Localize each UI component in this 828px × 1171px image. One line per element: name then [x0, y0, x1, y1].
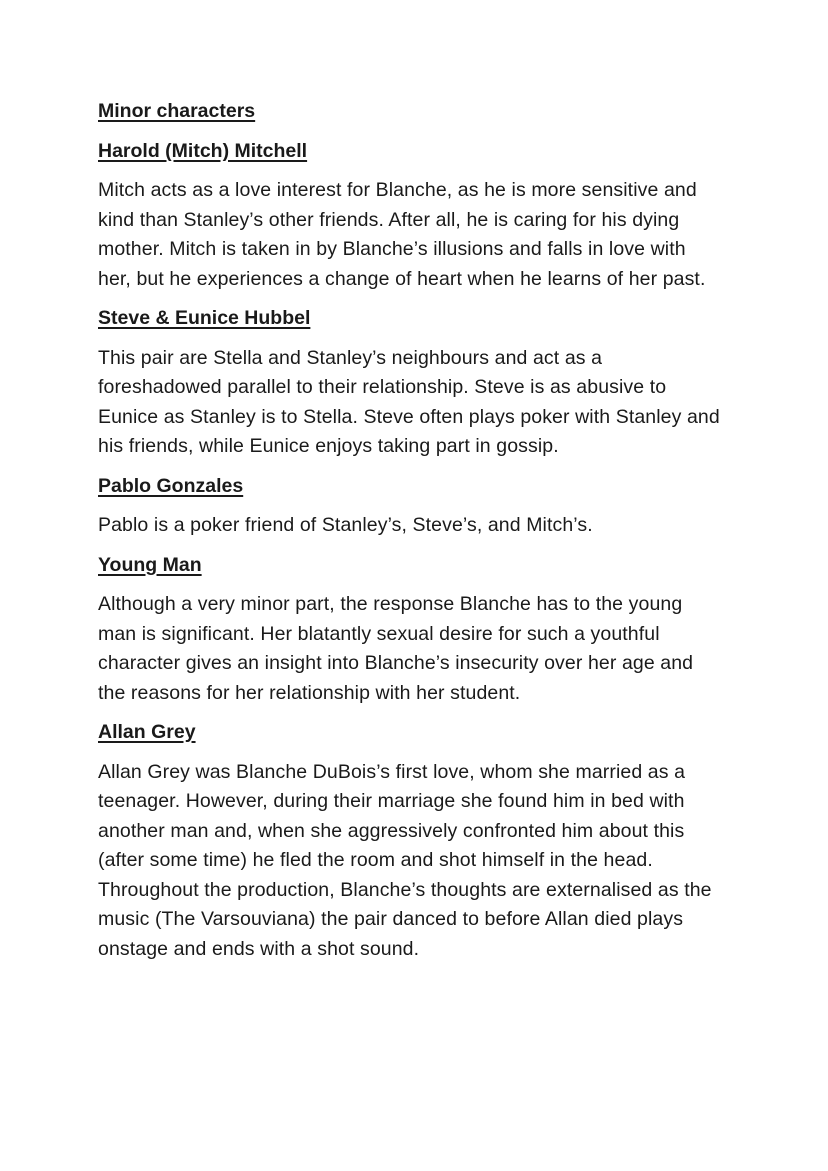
section-paragraph-pablo-gonzales: Pablo is a poker friend of Stanley’s, Steve’s, and Mitch’s.: [98, 514, 593, 536]
section-heading-harold-mitch-mitchell: Harold (Mitch) Mitchell: [98, 139, 308, 162]
section-paragraph-young-man: Although a very minor part, the response Blanche has to the young man is significant. Her blatantly sexual desire for such a youthful character gives an insight into Blanche’s insecurity over her age and the reasons for her relationship with her student.: [98, 593, 694, 704]
document-body: [98, 97, 722, 964]
page-title: Minor characters: [98, 100, 256, 122]
section-heading-allan-grey: Allan Grey: [98, 721, 196, 743]
section-paragraph-steve-eunice-hubbel: This pair are Stella and Stanley’s neighbours and act as a foreshadowed parallel to their relationship. Steve is as abusive to Eunice as Stanley is to Stella. Steve often plays poker with Stanley and his friends, while Eunice enjoys taking part in gossip.: [98, 346, 720, 457]
section-paragraph-harold-mitch-mitchell: Mitch acts as a love interest for Blanche, as he is more sensitive and kind than Stanley’s other friends. After all, he is caring for his dying mother. Mitch is taken in by Blanche’s illusions and falls in love with her, but he experiences a change of heart when he learns of her past.: [98, 179, 706, 290]
section-heading-young-man: Young Man: [98, 553, 202, 576]
section-paragraph-allan-grey: Allan Grey was Blanche DuBois’s first love, whom she married as a teenager. However, during their marriage she found him in bed with another man and, when she aggressively confronted him about this (after some time) he fled the room and shot himself in the head. Throughout the production, Blanche’s thoughts are externalised as the music (The Varsouviana) the pair danced to before Allan died plays onstage and ends with a shot sound.: [98, 760, 712, 960]
section-heading-steve-eunice-hubbel: Steve & Eunice Hubbel: [98, 307, 311, 329]
section-heading-pablo-gonzales: Pablo Gonzales: [98, 474, 244, 497]
